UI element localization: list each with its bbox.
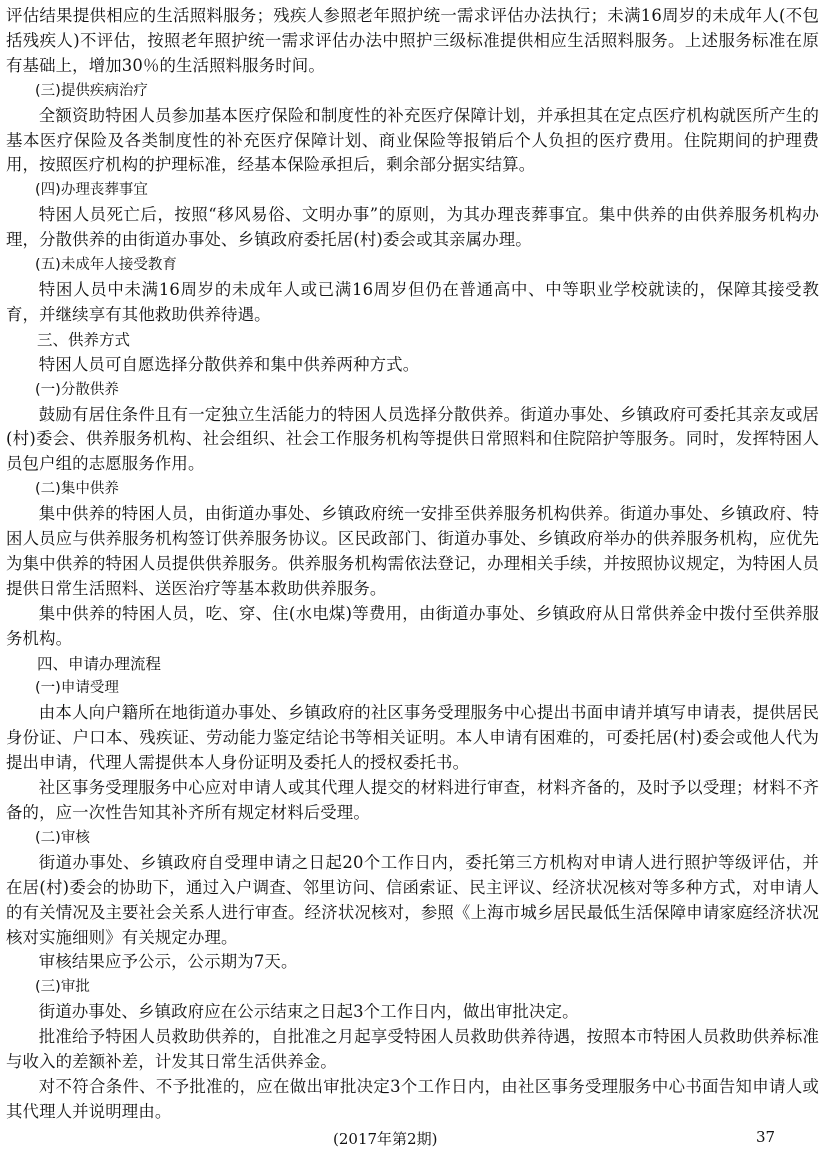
subheading-dispersed-support: (一)分散供养	[35, 381, 119, 398]
subheading-review: (二)审核	[35, 829, 90, 846]
subheading-minor-education: (五)未成年人接受教育	[35, 257, 177, 274]
paragraph-medical-treatment: 全额资助特困人员参加基本医疗保险和制度性的补充医疗保障计划，并承担其在定点医疗机构就医所产生的基本医疗保险及各类制度性的补充医疗保障计划、商业保险等报销后个人负担的医疗费用。住院期间的护理费用，按照医疗机构的护理标准，经基本保险承担后，剩余部分据实结算。	[6, 105, 819, 175]
document-body	[6, 4, 819, 1125]
subheading-application-acceptance: (一)申请受理	[35, 680, 119, 697]
paragraph-funeral-affairs: 特困人员死亡后，按照“移风易俗、文明办事”的原则，为其办理丧葬事宜。集中供养的由供养服务机构办理，分散供养的由街道办事处、乡镇政府委托居(村)委会或其亲属办理。	[6, 205, 819, 250]
paragraph-centralized-costs: 集中供养的特困人员，吃、穿、住(水电煤)等费用，由街道办事处、乡镇政府从日常供养金中拨付至供养服务机构。	[6, 603, 819, 648]
journal-issue: (2017年第2期)	[333, 1130, 438, 1148]
page-footer	[0, 1128, 827, 1152]
paragraph-approval-benefits: 批准给予特困人员救助供养的，自批准之月起享受特困人员救助供养待遇，按照本市特困人员救助供养标准与收入的差额补差，计发其日常生活供养金。	[6, 1027, 819, 1072]
paragraph-centralized-support: 集中供养的特困人员，由街道办事处、乡镇政府统一安排至供养服务机构供养。街道办事处、乡镇政府、特困人员应与供养服务机构签订供养服务协议。区民政部门、街道办事处、乡镇政府举办的供养服务机构，应优先为集中供养的特困人员提供供养服务。供养服务机构需依法登记，办理相关手续，并按照协议规定，为特困人员提供日常生活照料、送医治疗等基本救助供养服务。	[6, 504, 819, 598]
paragraph-approval-deadline: 街道办事处、乡镇政府应在公示结束之日起3个工作日内，做出审批决定。	[38, 1002, 579, 1022]
section-heading-support-modes: 三、供养方式	[37, 330, 131, 349]
paragraph-application-submission: 由本人向户籍所在地街道办事处、乡镇政府的社区事务受理服务中心提出书面申请并填写申请表，提供居民身份证、户口本、残疾证、劳动能力鉴定结论书等相关证明。本人申请有困难的，可委托居(村)委会或他人代为提出申请，代理人需提供本人身份证明及委托人的授权委托书。	[6, 703, 819, 773]
paragraph-publicity-period: 审核结果应予公示，公示期为7天。	[38, 952, 298, 972]
paragraph-care-standard: 评估结果提供相应的生活照料服务；残疾人参照老年照护统一需求评估办法执行；未满16周岁的未成年人(不包括残疾人)不评估，按照老年照护统一需求评估办法中照护三级标准提供相应生活照料服务。上述服务标准在原有基础上，增加30％的生活照料服务时间。	[6, 6, 819, 75]
paragraph-rejection-notice: 对不符合条件、不予批准的，应在做出审批决定3个工作日内，由社区事务受理服务中心书面告知申请人或其代理人并说明理由。	[6, 1076, 819, 1121]
subheading-funeral-affairs: (四)办理丧葬事宜	[35, 182, 148, 199]
paragraph-review-process: 街道办事处、乡镇政府自受理申请之日起20个工作日内，委托第三方机构对申请人进行照护等级评估，并在居(村)委会的协助下，通过入户调查、邻里访问、信函索证、民主评议、经济状况核对等多种方式，对申请人的有关情况及主要社会关系人进行审查。经济状况核对，参照《上海市城乡居民最低生活保障申请家庭经济状况核对实施细则》有关规定办理。	[6, 852, 819, 947]
subheading-centralized-support: (二)集中供养	[35, 481, 119, 498]
page-number: 37	[756, 1128, 776, 1146]
paragraph-material-review: 社区事务受理服务中心应对申请人或其代理人提交的材料进行审查，材料齐备的，及时予以受理；材料不齐备的，应一次性告知其补齐所有规定材料后受理。	[6, 778, 819, 822]
subheading-medical-treatment: (三)提供疾病治疗	[35, 82, 148, 99]
subheading-approval: (三)审批	[35, 979, 90, 996]
paragraph-dispersed-support: 鼓励有居住条件且有一定独立生活能力的特困人员选择分散供养。街道办事处、乡镇政府可委托其亲友或居(村)委会、供养服务机构、社会组织、社会工作服务机构等提供日常照料和住院陪护等服务。同时，发挥特困人员包户组的志愿服务作用。	[6, 404, 819, 474]
paragraph-minor-education: 特困人员中未满16周岁的未成年人或已满16周岁但仍在普通高中、中等职业学校就读的，保障其接受教育，并继续享有其他救助供养待遇。	[6, 279, 819, 324]
section-heading-application-process: 四、申请办理流程	[37, 654, 162, 673]
paragraph-support-modes: 特困人员可自愿选择分散供养和集中供养两种方式。	[38, 354, 420, 374]
